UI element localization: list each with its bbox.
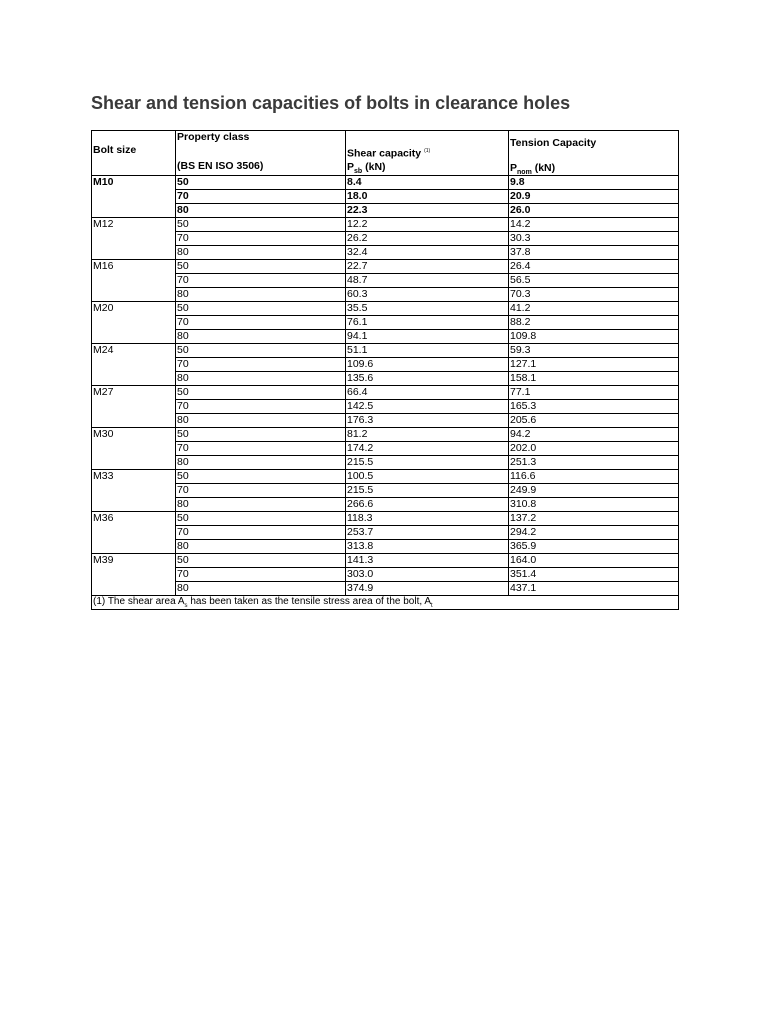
tension-capacity-cell: 165.3 bbox=[509, 400, 679, 414]
table-row bbox=[92, 190, 679, 204]
tension-capacity-cell: 164.0 bbox=[509, 554, 679, 568]
property-class-cell: 70 bbox=[176, 316, 346, 330]
bolt-size-cell: M16 bbox=[92, 260, 176, 302]
property-class-cell: 80 bbox=[176, 540, 346, 554]
table-row bbox=[92, 330, 679, 344]
property-class-cell: 70 bbox=[176, 526, 346, 540]
table-row bbox=[92, 582, 679, 596]
property-class-cell: 80 bbox=[176, 330, 346, 344]
shear-capacity-cell: 303.0 bbox=[346, 568, 509, 582]
tension-capacity-cell: 351.4 bbox=[509, 568, 679, 582]
header-tension-symbol: P bbox=[510, 162, 518, 174]
shear-capacity-cell: 142.5 bbox=[346, 400, 509, 414]
property-class-cell: 50 bbox=[176, 428, 346, 442]
property-class-cell: 70 bbox=[176, 274, 346, 288]
property-class-cell: 70 bbox=[176, 232, 346, 246]
tension-capacity-cell: 127.1 bbox=[509, 358, 679, 372]
shear-capacity-cell: 60.3 bbox=[346, 288, 509, 302]
table-body bbox=[92, 176, 679, 596]
property-class-cell: 80 bbox=[176, 582, 346, 596]
table-row bbox=[92, 400, 679, 414]
property-class-cell: 70 bbox=[176, 400, 346, 414]
tension-capacity-cell: 116.6 bbox=[509, 470, 679, 484]
bolt-size-cell: M12 bbox=[92, 218, 176, 260]
shear-capacity-cell: 22.7 bbox=[346, 260, 509, 274]
shear-capacity-cell: 32.4 bbox=[346, 246, 509, 260]
header-tension-label: Tension Capacity bbox=[510, 137, 597, 149]
table-header-row bbox=[92, 131, 679, 176]
property-class-cell: 70 bbox=[176, 484, 346, 498]
bolt-size-cell: M30 bbox=[92, 428, 176, 470]
shear-capacity-cell: 26.2 bbox=[346, 232, 509, 246]
shear-capacity-cell: 81.2 bbox=[346, 428, 509, 442]
property-class-cell: 80 bbox=[176, 246, 346, 260]
table-row bbox=[92, 484, 679, 498]
property-class-cell: 80 bbox=[176, 372, 346, 386]
table-row bbox=[92, 526, 679, 540]
header-tension-symbol-sub: nom bbox=[517, 169, 532, 176]
shear-capacity-cell: 22.3 bbox=[346, 204, 509, 218]
header-shear-symbol: P bbox=[347, 160, 355, 173]
table-row bbox=[92, 274, 679, 288]
header-tension-unit: (kN) bbox=[534, 162, 556, 174]
header-shear-unit: (kN) bbox=[365, 160, 386, 173]
shear-capacity-cell: 313.8 bbox=[346, 540, 509, 554]
bolt-size-cell: M33 bbox=[92, 470, 176, 512]
table-row bbox=[92, 288, 679, 302]
tension-capacity-cell: 56.5 bbox=[509, 274, 679, 288]
table-row bbox=[92, 414, 679, 428]
shear-capacity-cell: 118.3 bbox=[346, 512, 509, 526]
table-row bbox=[92, 386, 679, 400]
property-class-cell: 70 bbox=[176, 442, 346, 456]
shear-capacity-cell: 215.5 bbox=[346, 484, 509, 498]
tension-capacity-cell: 249.9 bbox=[509, 484, 679, 498]
bolt-size-cell: M27 bbox=[92, 386, 176, 428]
tension-capacity-cell: 294.2 bbox=[509, 526, 679, 540]
property-class-cell: 80 bbox=[176, 288, 346, 302]
tension-capacity-cell: 41.2 bbox=[509, 302, 679, 316]
tension-capacity-cell: 30.3 bbox=[509, 232, 679, 246]
header-property-class-label: Property class bbox=[177, 131, 250, 143]
bolt-size-cell: M39 bbox=[92, 554, 176, 596]
property-class-cell: 80 bbox=[176, 498, 346, 512]
shear-capacity-cell: 174.2 bbox=[346, 442, 509, 456]
tension-capacity-cell: 37.8 bbox=[509, 246, 679, 260]
table-row bbox=[92, 358, 679, 372]
property-class-cell: 50 bbox=[176, 470, 346, 484]
table-row bbox=[92, 442, 679, 456]
shear-capacity-cell: 253.7 bbox=[346, 526, 509, 540]
table-row bbox=[92, 568, 679, 582]
shear-capacity-cell: 8.4 bbox=[346, 176, 509, 190]
shear-capacity-cell: 48.7 bbox=[346, 274, 509, 288]
shear-capacity-cell: 141.3 bbox=[346, 554, 509, 568]
property-class-cell: 80 bbox=[176, 204, 346, 218]
shear-capacity-cell: 76.1 bbox=[346, 316, 509, 330]
tension-capacity-cell: 137.2 bbox=[509, 512, 679, 526]
bolt-size-cell: M24 bbox=[92, 344, 176, 386]
tension-capacity-cell: 205.6 bbox=[509, 414, 679, 428]
tension-capacity-cell: 20.9 bbox=[509, 190, 679, 204]
bolt-capacity-table bbox=[91, 130, 679, 610]
table-row bbox=[92, 540, 679, 554]
table-row bbox=[92, 428, 679, 442]
table-row bbox=[92, 372, 679, 386]
footnote: (1) The shear area $A_s$ has been taken as the tensile stress area of the bolt, $A_t$ bbox=[92, 596, 679, 610]
tension-capacity-cell: 437.1 bbox=[509, 582, 679, 596]
header-bolt-size: Bolt size bbox=[92, 131, 176, 176]
footnote-ref: (1) bbox=[424, 148, 431, 154]
property-class-cell: 50 bbox=[176, 218, 346, 232]
tension-capacity-cell: 70.3 bbox=[509, 288, 679, 302]
header-property-class bbox=[176, 131, 346, 176]
property-class-cell: 50 bbox=[176, 554, 346, 568]
header-tension-capacity bbox=[509, 131, 679, 176]
shear-capacity-cell: 66.4 bbox=[346, 386, 509, 400]
table-row bbox=[92, 232, 679, 246]
tension-capacity-cell: 9.8 bbox=[509, 176, 679, 190]
shear-capacity-cell: 109.6 bbox=[346, 358, 509, 372]
shear-capacity-cell: 266.6 bbox=[346, 498, 509, 512]
tension-capacity-cell: 310.8 bbox=[509, 498, 679, 512]
tension-capacity-cell: 26.4 bbox=[509, 260, 679, 274]
page-title: Shear and tension capacities of bolts in clearance holes bbox=[91, 93, 571, 113]
tension-capacity-cell: 26.0 bbox=[509, 204, 679, 218]
table-row bbox=[92, 218, 679, 232]
tension-capacity-cell: 109.8 bbox=[509, 330, 679, 344]
shear-capacity-cell: 51.1 bbox=[346, 344, 509, 358]
table-row bbox=[92, 498, 679, 512]
tension-capacity-cell: 365.9 bbox=[509, 540, 679, 554]
bolt-size-cell: M20 bbox=[92, 302, 176, 344]
bolt-size-cell: M10 bbox=[92, 176, 176, 218]
property-class-cell: 50 bbox=[176, 512, 346, 526]
property-class-cell: 50 bbox=[176, 344, 346, 358]
tension-capacity-cell: 14.2 bbox=[509, 218, 679, 232]
header-shear-symbol-sub: sb bbox=[354, 167, 363, 175]
property-class-cell: 50 bbox=[176, 260, 346, 274]
property-class-cell: 70 bbox=[176, 358, 346, 372]
shear-capacity-cell: 18.0 bbox=[346, 190, 509, 204]
bolt-size-cell: M36 bbox=[92, 512, 176, 554]
table-row bbox=[92, 176, 679, 190]
tension-capacity-cell: 251.3 bbox=[509, 456, 679, 470]
table-row bbox=[92, 204, 679, 218]
table-row bbox=[92, 512, 679, 526]
shear-capacity-cell: 94.1 bbox=[346, 330, 509, 344]
shear-capacity-cell: 135.6 bbox=[346, 372, 509, 386]
tension-capacity-cell: 158.1 bbox=[509, 372, 679, 386]
tension-capacity-cell: 88.2 bbox=[509, 316, 679, 330]
shear-capacity-cell: 176.3 bbox=[346, 414, 509, 428]
property-class-cell: 70 bbox=[176, 190, 346, 204]
table-row bbox=[92, 470, 679, 484]
table-row bbox=[92, 344, 679, 358]
tension-capacity-cell: 59.3 bbox=[509, 344, 679, 358]
tension-capacity-cell: 202.0 bbox=[509, 442, 679, 456]
footnote-row bbox=[92, 596, 679, 610]
table-row bbox=[92, 456, 679, 470]
property-class-cell: 50 bbox=[176, 176, 346, 190]
shear-capacity-cell: 100.5 bbox=[346, 470, 509, 484]
header-shear-capacity bbox=[346, 131, 509, 176]
property-class-cell: 70 bbox=[176, 568, 346, 582]
table-row bbox=[92, 260, 679, 274]
table-row bbox=[92, 302, 679, 316]
property-class-cell: 50 bbox=[176, 386, 346, 400]
table-row bbox=[92, 246, 679, 260]
header-shear-label: Shear capacity bbox=[347, 147, 422, 160]
table-row bbox=[92, 316, 679, 330]
shear-capacity-cell: 12.2 bbox=[346, 218, 509, 232]
shear-capacity-cell: 215.5 bbox=[346, 456, 509, 470]
header-property-standard: (BS EN ISO 3506) bbox=[177, 160, 264, 172]
shear-capacity-cell: 374.9 bbox=[346, 582, 509, 596]
tension-capacity-cell: 77.1 bbox=[509, 386, 679, 400]
property-class-cell: 50 bbox=[176, 302, 346, 316]
shear-capacity-cell: 35.5 bbox=[346, 302, 509, 316]
property-class-cell: 80 bbox=[176, 414, 346, 428]
tension-capacity-cell: 94.2 bbox=[509, 428, 679, 442]
property-class-cell: 80 bbox=[176, 456, 346, 470]
table-row bbox=[92, 554, 679, 568]
